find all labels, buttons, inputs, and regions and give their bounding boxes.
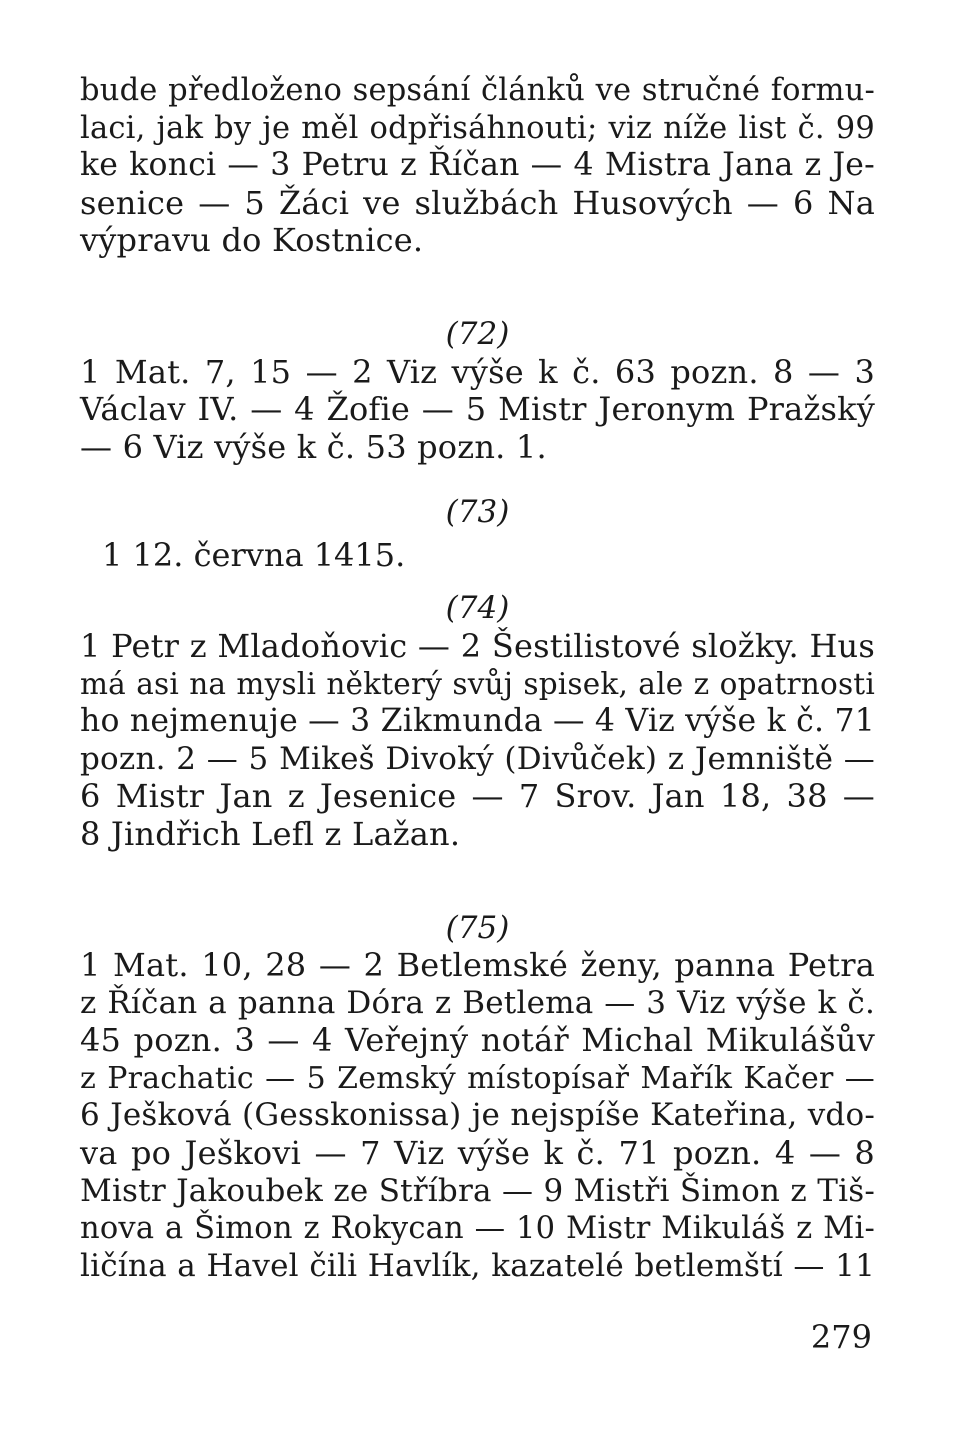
- text-line: 6 Mistr Jan z Jesenice — 7 Srov. Jan 18, 38 —: [80, 777, 875, 816]
- text-line: nova a Šimon z Rokycan — 10 Mistr Mikuláš z Mi-: [80, 1211, 875, 1247]
- text-line: 1 Mat. 7, 15 — 2 Viz výše k č. 63 pozn. 8 — 3: [80, 352, 875, 391]
- text-line: má asi na mysli některý svůj spisek, ale z opatrnosti: [80, 666, 875, 701]
- section-heading: (72): [445, 315, 510, 352]
- page-number: 279: [810, 1318, 872, 1356]
- text-line: 1 12. června 1415.: [102, 536, 406, 575]
- note-section-73: [80, 494, 875, 584]
- text-line: ličína a Havel čili Havlík, kazatelé betlemští — 11: [80, 1247, 875, 1284]
- text-line: 45 pozn. 3 — 4 Veřejný notář Michal Mikulášův: [80, 1021, 875, 1060]
- note-section-72: [80, 316, 875, 466]
- note-section-74: [80, 590, 875, 853]
- text-line: z Prachatic — 5 Zemský místopísař Mařík Kačer —: [80, 1060, 875, 1096]
- text-line: 1 Petr z Mladoňovic — 2 Šestilistové složky. Hus: [80, 626, 875, 665]
- text-line: — 6 Viz výše k č. 53 pozn. 1.: [80, 427, 547, 466]
- note-section-75: [80, 910, 875, 1286]
- text-line: 1 Mat. 10, 28 — 2 Betlemské ženy, panna Petra: [80, 946, 875, 985]
- text-line: z Říčan a panna Dóra z Betlema — 3 Viz výše k č.: [80, 984, 875, 1021]
- text-line: ho nejmenuje — 3 Zikmunda — 4 Viz výše k č. 71: [80, 703, 875, 740]
- text-line: výpravu do Kostnice.: [80, 221, 424, 260]
- text-line: ke konci — 3 Petru z Říčan — 4 Mistra Jana z Je-: [80, 147, 875, 184]
- text-line: Mistr Jakoubek ze Stříbra — 9 Mistři Šimon z Tiš-: [80, 1172, 875, 1209]
- text-line: 8 Jindřich Lefl z Lažan.: [80, 814, 461, 853]
- text-line: 6 Ješková (Gesskonissa) je nejspíše Kateřina, vdo-: [80, 1097, 875, 1134]
- section-heading: (75): [445, 909, 510, 946]
- intro-paragraph: [80, 72, 875, 260]
- text-line: pozn. 2 — 5 Mikeš Divoký (Divůček) z Jemniště —: [80, 740, 875, 777]
- page-body: [80, 72, 875, 1285]
- text-line: laci, jak by je měl odpřisáhnouti; viz níže list č. 99: [80, 110, 875, 146]
- text-line: bude předloženo sepsání článků ve stručné formu-: [80, 73, 875, 108]
- section-heading: (74): [445, 590, 510, 627]
- text-line: Václav IV. — 4 Žofie — 5 Mistr Jeronym Pražský: [80, 390, 875, 429]
- text-line: senice — 5 Žáci ve službách Husových — 6 Na: [80, 183, 875, 222]
- text-line: va po Ješkovi — 7 Viz výše k č. 71 pozn. 4 — 8: [80, 1134, 875, 1173]
- section-heading: (73): [445, 494, 510, 531]
